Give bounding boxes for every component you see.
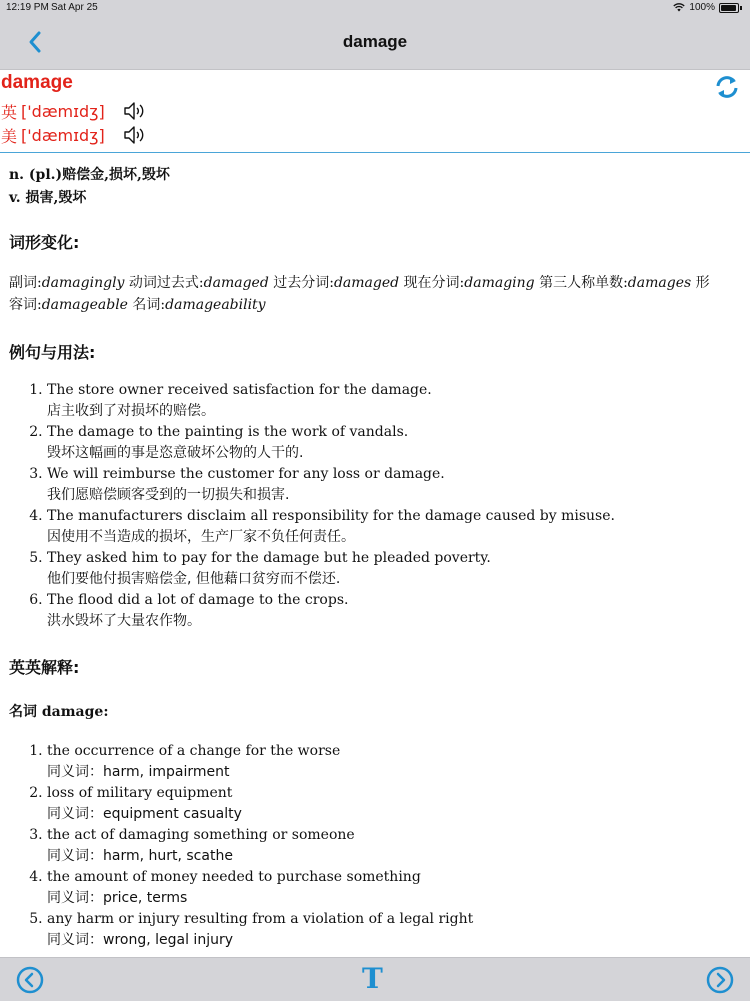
previous-arrow-icon[interactable]	[16, 966, 44, 994]
font-size-button[interactable]: T	[362, 962, 383, 995]
english-title: 英英解释:	[9, 658, 80, 677]
english-definitions-list	[9, 741, 737, 951]
next-arrow-icon[interactable]	[706, 966, 734, 994]
list-item: 5. They asked him to pay for the damage but he pleaded poverty. 他们要他付损害赔偿金, 但他藉口贫穷而不偿还.	[47, 548, 737, 590]
bottom-toolbar	[0, 957, 750, 1001]
list-item: 5. any harm or injury resulting from a violation of a legal right 同义词：wrong, legal injury	[47, 909, 737, 951]
status-date: Sat Apr 25	[51, 2, 98, 13]
list-item: 1. the occurrence of a change for the worse 同义词：harm, impairment	[47, 741, 737, 783]
page-title: damage	[342, 32, 408, 51]
pos-label: 名词 damage:	[9, 704, 109, 720]
list-item: 6. The flood did a lot of damage to the crops. 洪水毁坏了大量农作物。	[47, 590, 737, 632]
pronunciation-label: 美	[1, 126, 18, 146]
status-right	[673, 2, 742, 13]
examples-title: 例句与用法:	[9, 343, 96, 362]
refresh-icon[interactable]	[714, 74, 740, 100]
list-item: 4. the amount of money needed to purchase something 同义词：price, terms	[47, 867, 737, 909]
list-item: 2. The damage to the painting is the work of vandals. 毁坏这幅画的事是恣意破坏公物的人干的.	[47, 422, 737, 464]
status-bar	[0, 0, 750, 16]
list-item: 3. the act of damaging something or someone 同义词：harm, hurt, scathe	[47, 825, 737, 867]
pronunciation-ipa: ['dæmɪdʒ]	[21, 125, 105, 145]
pronunciation-ipa: ['dæmɪdʒ]	[21, 101, 105, 121]
battery-percent: 100%	[689, 2, 715, 13]
examples-list	[9, 380, 737, 632]
headword: damage	[1, 72, 73, 93]
list-item: 3. We will reimburse the customer for any loss or damage. 我们愿赔偿顾客受到的一切损失和损害.	[47, 464, 737, 506]
word-header	[0, 70, 750, 153]
nav-bar	[0, 16, 750, 70]
wifi-icon	[673, 3, 685, 12]
definition-noun: n. (pl.)赔偿金,损坏,毁坏	[9, 167, 170, 183]
definition-verb: v. 损害,毁坏	[9, 190, 87, 206]
list-item: 2. loss of military equipment 同义词：equipment casualty	[47, 783, 737, 825]
speaker-icon[interactable]	[122, 100, 146, 122]
pronunciation-label: 英	[1, 102, 18, 122]
pronunciation-us	[1, 124, 105, 146]
list-item: 1. The store owner received satisfaction for the damage. 店主收到了对损坏的赔偿。	[47, 380, 737, 422]
speaker-icon[interactable]	[122, 124, 146, 146]
word-forms: 副词:damagingly 动词过去式:damaged 过去分词:damaged 现在分词:damaging 第三人称单数:damages 形容词:damageable 名词:damageability	[9, 275, 710, 313]
status-time: 12:19 PM	[6, 2, 49, 13]
battery-icon	[719, 3, 739, 13]
pronunciation-uk	[1, 100, 105, 122]
forms-title: 词形变化:	[9, 233, 80, 252]
list-item: 4. The manufacturers disclaim all responsibility for the damage caused by misuse. 因使用不当造成的损坏，生产厂家不负任何责任。	[47, 506, 737, 548]
